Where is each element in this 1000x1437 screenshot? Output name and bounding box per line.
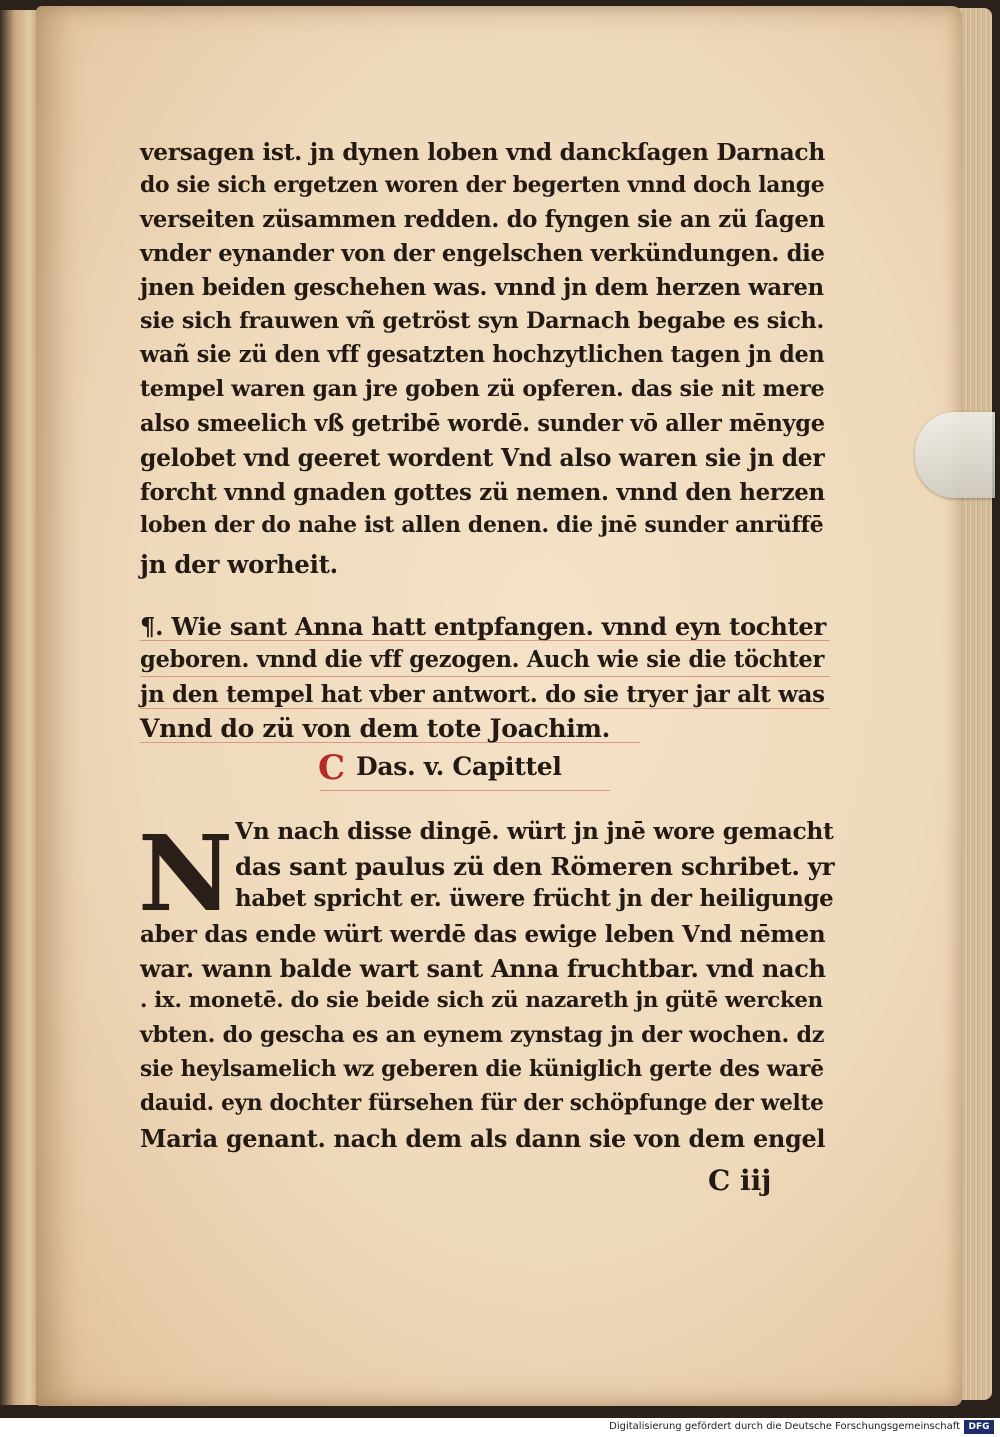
rubric-line: Vnnd do zü von dem tote Joachim.	[140, 714, 611, 743]
text-line: dauid. eyn dochter fürsehen für der schöpfunge der welte	[140, 1090, 824, 1116]
chapter-heading: Das. v. Capittel	[356, 752, 562, 781]
text-line: jnen beiden geschehen was. vnnd jn dem herzen waren	[140, 274, 824, 301]
text-line: vnder eynander von der engelschen verkündungen. die	[140, 240, 825, 267]
text-line: loben der do nahe ist allen denen. die jnē sunder anrüffē	[140, 512, 824, 538]
plastic-clip	[915, 412, 995, 498]
dfg-logo: DFG	[964, 1420, 994, 1434]
text-line: habet spricht er. üwere frücht jn der heiligunge	[235, 886, 834, 912]
text-line: Maria genant. nach dem als dann sie von dem engel	[140, 1124, 826, 1153]
text-line: do sie sich ergetzen woren der begerten vnnd doch lange	[140, 172, 825, 198]
text-line: . ix. monetē. do sie beide sich zü nazareth jn gütē wercken	[140, 988, 823, 1013]
text-line: das sant paulus zü den Römeren schribet. yr	[235, 852, 835, 881]
rubric-line: geboren. vnnd die vff gezogen. Auch wie sie die töchter	[140, 646, 825, 673]
rubric-line: ¶. Wie sant Anna hatt entpfangen. vnnd eyn tochter	[140, 612, 826, 641]
signature-mark: C iij	[708, 1164, 772, 1197]
text-line: jn der worheit.	[140, 550, 338, 579]
text-line: vbten. do gescha es an eynem zynstag jn der wochen. dz	[140, 1022, 825, 1048]
chapter-mark: C	[318, 748, 345, 788]
text-line: verseiten züsammen redden. do fyngen sie an zü ſagen	[140, 206, 825, 233]
funding-credit: Digitalisierung gefördert durch die Deutsche Forschungsgemeinschaft	[609, 1421, 960, 1432]
text-line: sie heylsamelich wz geberen die küniglich gerte des warē	[140, 1056, 824, 1082]
text-line: tempel waren gan jre goben zü opferen. das sie nit mere	[140, 376, 825, 402]
text-line: war. wann balde wart sant Anna fruchtbar. vnd nach	[140, 954, 826, 983]
decorated-initial: N	[138, 812, 234, 935]
text-line: sie sich frauwen vñ getröst syn Darnach begabe es sich.	[140, 308, 824, 334]
text-line: versagen ist. jn dynen loben vnd danckſagen Darnach	[140, 138, 825, 166]
text-line: wañ sie zü den vff gesatzten hochzytlichen tagen jn den	[140, 342, 825, 368]
text-line: forcht vnnd gnaden gottes zü nemen. vnnd den herzen	[140, 478, 825, 506]
red-rule	[140, 676, 830, 677]
rubric-line: jn den tempel hat vber antwort. do sie tryer jar alt was	[140, 680, 825, 708]
text-line: aber das ende würt werdē das ewige leben Vnd nēmen	[140, 920, 826, 948]
text-line: Vn nach disse dingē. würt jn jnē wore gemacht	[235, 818, 834, 845]
text-line: also smeelich vß getribē wordē. sunder vō aller mēnyge	[140, 410, 825, 437]
red-rule	[140, 708, 830, 709]
text-line: gelobet vnd geeret wordent Vnd also waren sie jn der	[140, 444, 825, 472]
red-rule	[320, 790, 610, 791]
page-stack-edge	[958, 8, 992, 1400]
